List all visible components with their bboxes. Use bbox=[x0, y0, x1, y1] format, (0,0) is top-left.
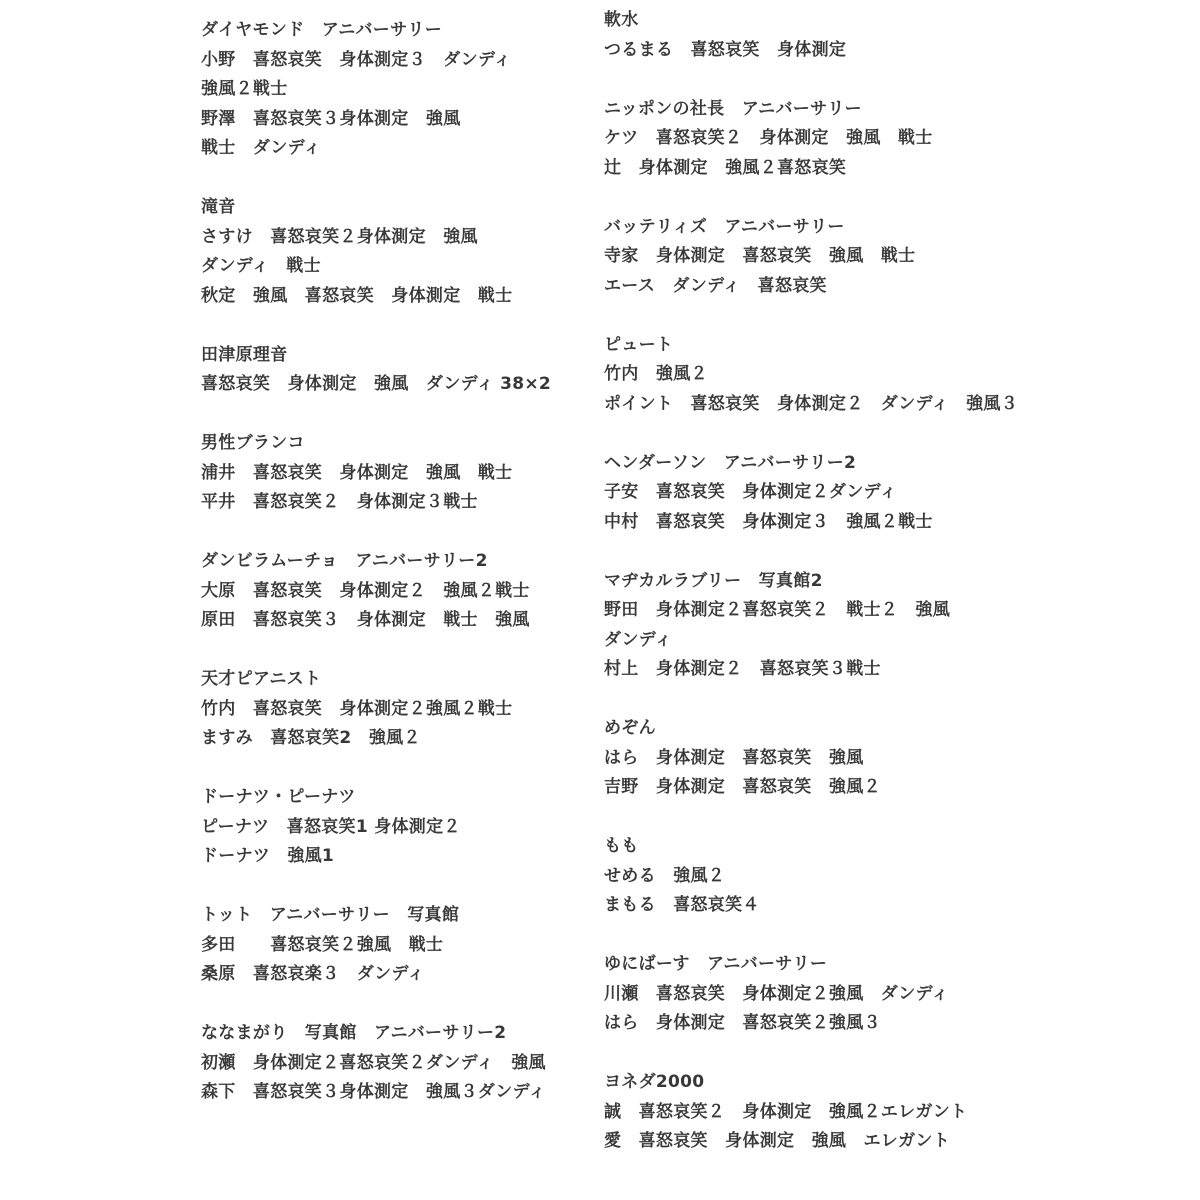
blank-line bbox=[201, 518, 591, 548]
text-line: 滝音 bbox=[201, 197, 236, 217]
text-line: ポイント 喜怒哀笑 身体測定２ ダンディ 強風３ bbox=[604, 393, 1019, 414]
text-line: ななまがり 写真館 アニバーサリー2 bbox=[201, 1023, 507, 1043]
text-line: 野田 身体測定２喜怒哀笑２ 戦士２ 強風 bbox=[604, 600, 950, 620]
text-line: まもる 喜怒哀笑４ bbox=[604, 895, 760, 915]
text-line: ドーナツ 強風1 bbox=[201, 846, 335, 866]
text-line: はら 身体測定 喜怒哀笑 強風 bbox=[604, 747, 864, 768]
text-line: 男性ブランコ bbox=[201, 433, 305, 453]
blank-line bbox=[201, 990, 591, 1020]
text-line: ピュート bbox=[604, 334, 674, 355]
bottom-edge bbox=[0, 1152, 1200, 1200]
text-line: 中村 喜怒哀笑 身体測定３ 強風２戦士 bbox=[604, 511, 933, 532]
text-line: 辻 身体測定 強風２喜怒哀笑 bbox=[604, 157, 847, 178]
text-line: ニッポンの社長 アニバーサリー bbox=[604, 98, 862, 119]
text-line: ダンディ bbox=[604, 629, 673, 650]
text-line: めぞん bbox=[604, 718, 656, 738]
text-line: 多田 喜怒哀笑２強風 戦士 bbox=[201, 934, 444, 955]
text-line: せめる 強風２ bbox=[604, 865, 726, 886]
blank-line bbox=[201, 636, 591, 666]
text-line: 竹内 喜怒哀笑 身体測定２強風２戦士 bbox=[201, 698, 513, 719]
blank-line bbox=[201, 164, 591, 194]
text-line: ドーナツ・ピーナツ bbox=[201, 787, 356, 807]
text-line: もも bbox=[604, 836, 639, 856]
blank-line bbox=[604, 1039, 1044, 1069]
text-line: バッテリィズ アニバーサリー bbox=[604, 216, 845, 237]
text-line: マヂカルラブリー 写真館2 bbox=[604, 570, 823, 591]
text-line: エース ダンディ 喜怒哀笑 bbox=[604, 275, 827, 296]
blank-line bbox=[604, 65, 1044, 95]
text-line: 子安 喜怒哀笑 身体測定２ダンディ bbox=[604, 482, 897, 502]
blank-line bbox=[604, 803, 1044, 833]
text-line: ダンディ 戦士 bbox=[201, 256, 321, 276]
text-line: 愛 喜怒哀笑 身体測定 強風 エレガント bbox=[604, 1131, 950, 1151]
text-line: 戦士 ダンディ bbox=[201, 138, 321, 158]
left-column bbox=[201, 16, 591, 1108]
blank-line bbox=[604, 921, 1044, 951]
text-line: ゆにばーす アニバーサリー bbox=[604, 954, 828, 974]
text-line: 川瀬 喜怒哀笑 身体測定２強風 ダンディ bbox=[604, 983, 949, 1004]
text-line: 森下 喜怒哀笑３身体測定 強風３ダンディ bbox=[201, 1082, 546, 1102]
text-line: さすけ 喜怒哀笑２身体測定 強風 bbox=[201, 226, 478, 247]
text-line: ヘンダーソン アニバーサリー2 bbox=[604, 452, 857, 473]
text-line: 強風２戦士 bbox=[201, 79, 288, 99]
text-line: 桑原 喜怒哀楽３ ダンディ bbox=[201, 964, 425, 984]
right-column bbox=[604, 6, 1044, 1157]
text-line: 秋定 強風 喜怒哀笑 身体測定 戦士 bbox=[201, 285, 513, 306]
text-line: つるまる 喜怒哀笑 身体測定 bbox=[604, 39, 847, 60]
blank-line bbox=[201, 754, 591, 784]
text-line: 野澤 喜怒哀笑３身体測定 強風 bbox=[201, 108, 461, 129]
text-line: 寺家 身体測定 喜怒哀笑 強風 戦士 bbox=[604, 246, 916, 266]
blank-line bbox=[604, 183, 1044, 213]
text-line: 初瀬 身体測定２喜怒哀笑２ダンディ 強風 bbox=[201, 1052, 546, 1073]
blank-line bbox=[604, 419, 1044, 449]
blank-line bbox=[604, 537, 1044, 567]
text-line: トット アニバーサリー 写真館 bbox=[201, 905, 460, 925]
text-line: ピーナツ 喜怒哀笑1 身体測定２ bbox=[201, 816, 461, 837]
text-line: 竹内 強風２ bbox=[604, 364, 708, 384]
text-line: はら 身体測定 喜怒哀笑２強風３ bbox=[604, 1013, 881, 1033]
text-line: 大原 喜怒哀笑 身体測定２ 強風２戦士 bbox=[201, 580, 530, 601]
text-line: 村上 身体測定２ 喜怒哀笑３戦士 bbox=[604, 659, 881, 679]
text-line: 天才ピアニスト bbox=[201, 669, 322, 689]
text-line: 田津原理音 bbox=[201, 344, 288, 365]
text-line: 吉野 身体測定 喜怒哀笑 強風２ bbox=[604, 777, 881, 797]
blank-line bbox=[201, 311, 591, 341]
text-line: ダンビラムーチョ アニバーサリー2 bbox=[201, 551, 488, 571]
text-line: ますみ 喜怒哀笑2 強風２ bbox=[201, 728, 421, 748]
text-line: 小野 喜怒哀笑 身体測定３ ダンディ bbox=[201, 49, 512, 70]
blank-line bbox=[201, 872, 591, 902]
text-line: 平井 喜怒哀笑２ 身体測定３戦士 bbox=[201, 492, 478, 512]
text-line: 原田 喜怒哀笑３ 身体測定 戦士 強風 bbox=[201, 610, 530, 630]
text-line: ヨネダ2000 bbox=[604, 1072, 705, 1092]
blank-line bbox=[604, 685, 1044, 715]
text-line: 浦井 喜怒哀笑 身体測定 強風 戦士 bbox=[201, 462, 513, 483]
blank-line bbox=[201, 400, 591, 430]
text-line: 誠 喜怒哀笑２ 身体測定 強風２エレガント bbox=[604, 1101, 968, 1122]
blank-line bbox=[604, 301, 1044, 331]
text-line: ダイヤモンド アニバーサリー bbox=[201, 20, 443, 40]
text-line: ケツ 喜怒哀笑２ 身体測定 強風 戦士 bbox=[604, 128, 933, 148]
text-line: 喜怒哀笑 身体測定 強風 ダンディ 38×2 bbox=[201, 374, 552, 394]
text-line: 軟水 bbox=[604, 10, 639, 30]
